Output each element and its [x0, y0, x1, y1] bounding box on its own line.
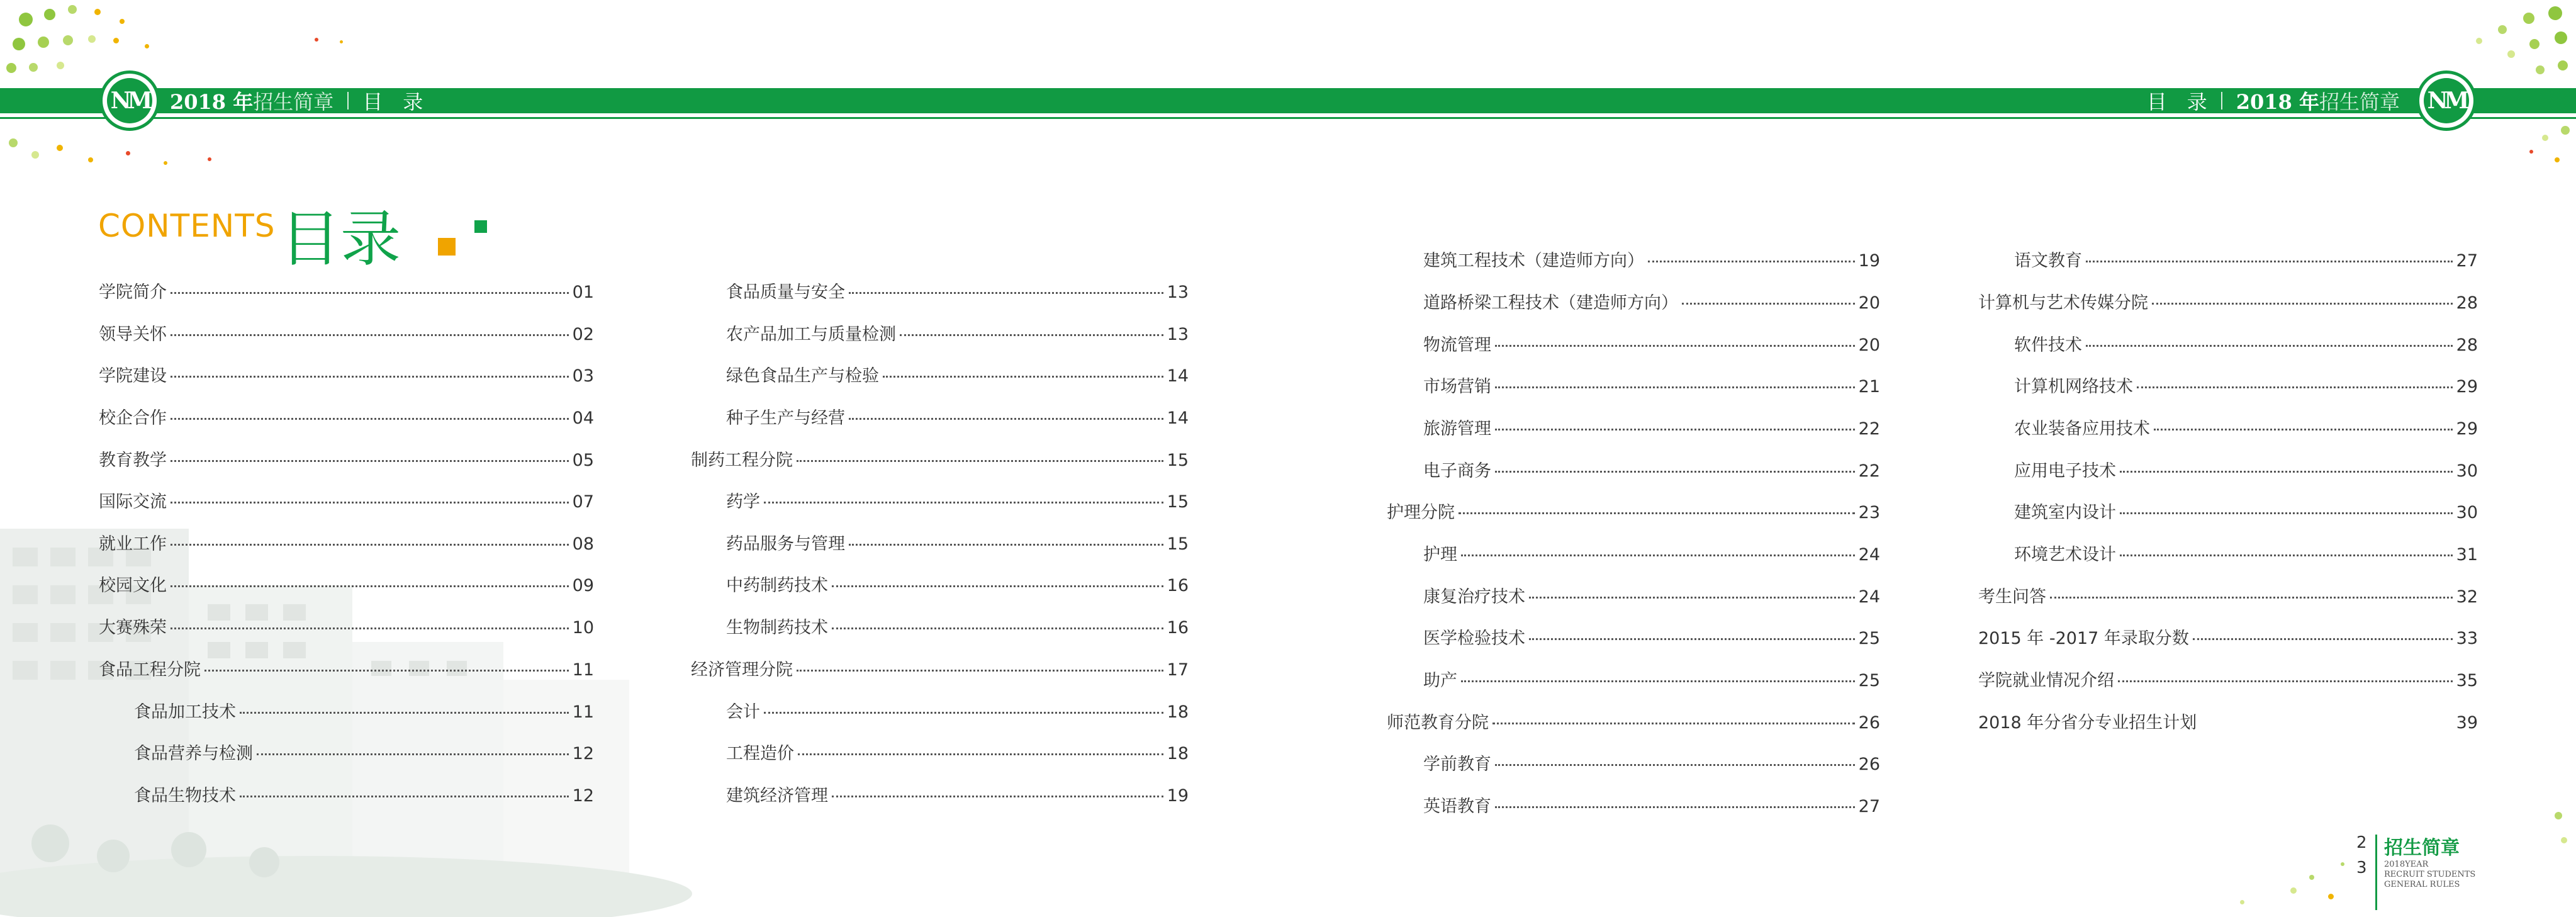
toc-entry[interactable]: [726, 278, 1189, 303]
footer-divider: [2375, 835, 2377, 910]
toc-entry-page: 26: [1858, 755, 1880, 774]
toc-entry-title: 会计: [726, 702, 760, 722]
toc-entry-title: 食品营养与检测: [134, 744, 253, 763]
leader-dots: [2118, 680, 2453, 682]
toc-entry-page: 10: [572, 618, 594, 638]
toc-entry-title: 经济管理分院: [691, 660, 793, 680]
leader-dots: [1495, 471, 1855, 473]
toc-entry-page: 18: [1167, 702, 1189, 722]
toc-entry-title: 农业装备应用技术: [2014, 419, 2150, 439]
leader-dots: [1495, 764, 1855, 766]
toc-entry-page: 30: [2456, 503, 2478, 522]
toc-entry[interactable]: [134, 698, 594, 723]
header-right: [2147, 88, 2400, 113]
toc-entry-title: 学前教育: [1423, 755, 1491, 774]
toc-entry-title: 康复治疗技术: [1423, 587, 1525, 607]
toc-entry[interactable]: [99, 656, 594, 681]
toc-entry-title: 软件技术: [2014, 335, 2082, 355]
page-number-left: 2: [2356, 833, 2367, 852]
leader-dots: [240, 712, 569, 714]
toc-entry-title: 绿色食品生产与检验: [726, 366, 879, 386]
toc-entry-page: 29: [2456, 377, 2478, 397]
leader-dots: [171, 460, 569, 462]
toc-entry-title: 2015 年 -2017 年录取分数: [1978, 629, 2189, 648]
toc-entry-page: 33: [2456, 629, 2478, 648]
toc-entry[interactable]: [726, 362, 1189, 387]
toc-entry-title: 计算机与艺术传媒分院: [1978, 293, 2148, 313]
toc-entry-page: 15: [1167, 492, 1189, 512]
toc-entry-page: 30: [2456, 461, 2478, 481]
toc-entry-page: 24: [1858, 587, 1880, 607]
toc-entry[interactable]: [1423, 541, 1880, 566]
toc-entry-title: 校园文化: [99, 576, 167, 595]
toc-entry[interactable]: [2014, 331, 2478, 356]
leader-dots: [1461, 680, 1855, 682]
toc-entry-title: 考生问答: [1978, 587, 2046, 607]
toc-entry-title: 食品工程分院: [99, 660, 201, 680]
toc-entry-page: 09: [572, 576, 594, 595]
leader-dots: [171, 627, 569, 629]
toc-entry-title: 药学: [726, 492, 760, 512]
toc-entry-title: 领导关怀: [99, 325, 167, 344]
footer-en-line: RECRUIT STUDENTS: [2384, 870, 2476, 879]
toc-entry[interactable]: [726, 320, 1189, 346]
header-left: [170, 88, 423, 113]
toc-entry[interactable]: [99, 571, 594, 597]
toc-entry[interactable]: [99, 614, 594, 639]
toc-entry-title: 市场营销: [1423, 377, 1491, 397]
toc-entry-page: 26: [1858, 713, 1880, 733]
leader-dots: [832, 585, 1163, 587]
toc-entry-page: 29: [2456, 419, 2478, 439]
toc-entry[interactable]: [726, 782, 1189, 807]
toc-entry[interactable]: [99, 404, 594, 429]
toc-entry-page: 13: [1167, 325, 1189, 344]
leader-dots: [849, 418, 1163, 420]
toc-entry[interactable]: [1423, 624, 1880, 650]
page-number-right: 3: [2356, 858, 2367, 877]
toc-entry-title: 语文教育: [2014, 251, 2082, 271]
leader-dots: [1495, 429, 1855, 430]
toc-entry-page: 04: [572, 408, 594, 428]
toc-entry-page: 27: [2456, 251, 2478, 271]
footer-title: 招生简章: [2384, 837, 2460, 859]
leader-dots: [1648, 261, 1855, 262]
toc-entry-title: 道路桥梁工程技术（建造师方向）: [1423, 293, 1678, 313]
toc-entry-title: 食品生物技术: [134, 786, 236, 806]
leader-dots: [2120, 554, 2453, 556]
toc-entry[interactable]: [1978, 667, 2478, 692]
toc-entry-page: 11: [572, 660, 594, 680]
toc-entry-page: 15: [1167, 451, 1189, 470]
header-divider: [2221, 92, 2222, 110]
contents-label: CONTENTS: [98, 208, 276, 244]
toc-entry-title: 国际交流: [99, 492, 167, 512]
toc-entry[interactable]: [726, 614, 1189, 639]
leader-dots: [1529, 597, 1855, 599]
toc-entry-page: 17: [1167, 660, 1189, 680]
toc-entry[interactable]: [691, 656, 1189, 681]
toc-entry-page: 25: [1858, 671, 1880, 690]
toc-entry[interactable]: [99, 278, 594, 303]
toc-entry-page: 15: [1167, 534, 1189, 554]
toc-entry-page: 23: [1858, 503, 1880, 522]
toc-entry[interactable]: [134, 782, 594, 807]
toc-entry[interactable]: [1423, 667, 1880, 692]
leader-dots: [2193, 638, 2453, 640]
toc-entry-page: 14: [1167, 408, 1189, 428]
logo-mark: NM: [2424, 78, 2469, 123]
toc-entry-page: 07: [572, 492, 594, 512]
toc-entry-page: 13: [1167, 283, 1189, 302]
header-section: 目 录: [2146, 90, 2207, 114]
leader-dots: [2050, 597, 2453, 599]
toc-entry-page: 11: [572, 702, 594, 722]
toc-entry-title: 学院就业情况介绍: [1978, 671, 2114, 690]
leader-dots: [832, 796, 1163, 797]
toc-entry[interactable]: [1387, 498, 1880, 524]
toc-entry-title: 生物制药技术: [726, 618, 828, 638]
toc-entry-page: 39: [2456, 713, 2478, 733]
leader-dots: [171, 585, 569, 587]
toc-entry-page: 24: [1858, 545, 1880, 565]
leader-dots: [832, 627, 1163, 629]
toc-entry-title: 大赛殊荣: [99, 618, 167, 638]
toc-entry-title: 中药制药技术: [726, 576, 828, 595]
toc-entry[interactable]: [1978, 624, 2478, 650]
toc-entry[interactable]: [1423, 373, 1880, 398]
leader-dots: [2137, 386, 2453, 388]
leader-dots: [764, 502, 1163, 504]
toc-entry[interactable]: [1978, 583, 2478, 608]
leader-dots: [2120, 512, 2453, 514]
leader-dots: [2154, 429, 2453, 430]
toc-entry-page: 16: [1167, 576, 1189, 595]
leader-dots: [900, 334, 1163, 336]
leader-dots: [204, 670, 569, 672]
toc-entry-page: 19: [1858, 251, 1880, 271]
toc-entry[interactable]: [1423, 415, 1880, 440]
toc-entry[interactable]: [99, 488, 594, 513]
footer-en-line: GENERAL RULES: [2384, 880, 2460, 889]
toc-entry-title: 助产: [1423, 671, 1457, 690]
header-title: 招生简章: [253, 90, 334, 114]
toc-entry-title: 护理: [1423, 545, 1457, 565]
header-section: 目 录: [362, 90, 423, 114]
toc-entry-page: 20: [1858, 293, 1880, 313]
toc-entry[interactable]: [726, 404, 1189, 429]
toc-entry[interactable]: [1423, 289, 1880, 314]
toc-entry-page: 22: [1858, 461, 1880, 481]
toc-entry[interactable]: [99, 446, 594, 471]
header-divider: [347, 92, 349, 110]
toc-entry-title: 农产品加工与质量检测: [726, 325, 896, 344]
toc-entry-page: 01: [572, 283, 594, 302]
toc-entry-page: 31: [2456, 545, 2478, 565]
leader-dots: [2120, 471, 2453, 473]
toc-entry-title: 食品加工技术: [134, 702, 236, 722]
toc-entry-title: 医学检验技术: [1423, 629, 1525, 648]
leader-dots: [240, 796, 569, 797]
orange-square-ornament: [438, 238, 456, 256]
toc-entry[interactable]: [134, 740, 594, 765]
leader-dots: [1529, 638, 1855, 640]
toc-entry-title: 计算机网络技术: [2014, 377, 2133, 397]
logo-mark: NM: [107, 78, 152, 123]
leader-dots: [171, 544, 569, 546]
toc-entry-page: 18: [1167, 744, 1189, 763]
header-title: 招生简章: [2319, 90, 2400, 114]
leader-dots: [798, 753, 1163, 755]
header-year: 2018 年: [170, 90, 254, 114]
toc-entry[interactable]: [2014, 457, 2478, 482]
toc-entry[interactable]: [1423, 583, 1880, 608]
toc-entry[interactable]: [1423, 247, 1880, 272]
toc-entry-page: 35: [2456, 671, 2478, 690]
toc-entry-title: 应用电子技术: [2014, 461, 2116, 481]
college-logo-right: [2416, 70, 2477, 131]
leader-dots: [1492, 723, 1855, 724]
leader-dots: [849, 544, 1163, 546]
leader-dots: [171, 376, 569, 378]
toc-entry-page: 19: [1167, 786, 1189, 806]
toc-entry-page: 25: [1858, 629, 1880, 648]
leader-dots: [2086, 345, 2453, 347]
leader-dots: [1461, 554, 1855, 556]
toc-entry-page: 02: [572, 325, 594, 344]
toc-entry-title: 食品质量与安全: [726, 283, 845, 302]
mulu-title: 目录: [280, 204, 401, 274]
toc-entry-title: 药品服务与管理: [726, 534, 845, 554]
toc-entry-title: 种子生产与经营: [726, 408, 845, 428]
toc-entry-title: 学院建设: [99, 366, 167, 386]
toc-entry-page: 32: [2456, 587, 2478, 607]
toc-entry[interactable]: [726, 698, 1189, 723]
toc-entry-title: 工程造价: [726, 744, 794, 763]
leader-dots: [883, 376, 1163, 378]
toc-entry[interactable]: [2014, 541, 2478, 566]
toc-entry[interactable]: [1423, 457, 1880, 482]
college-logo-left: [99, 70, 160, 131]
toc-entry-title: 2018 年分省分专业招生计划: [1978, 713, 2197, 733]
toc-entry[interactable]: [2014, 498, 2478, 524]
toc-entry-title: 教育教学: [99, 451, 167, 470]
toc-entry[interactable]: [726, 530, 1189, 555]
toc-entry[interactable]: [1978, 709, 2478, 734]
toc-entry-title: 师范教育分院: [1387, 713, 1489, 733]
toc-entry-page: 28: [2456, 335, 2478, 355]
toc-entry-page: 14: [1167, 366, 1189, 386]
toc-entry-title: 英语教育: [1423, 797, 1491, 816]
leader-dots: [171, 334, 569, 336]
toc-entry[interactable]: [1423, 331, 1880, 356]
leader-dots: [849, 292, 1163, 294]
leader-dots: [171, 418, 569, 420]
leader-dots: [797, 460, 1163, 462]
toc-entry-page: 27: [1858, 797, 1880, 816]
toc-entry-title: 就业工作: [99, 534, 167, 554]
toc-entry-page: 20: [1858, 335, 1880, 355]
toc-entry[interactable]: [726, 488, 1189, 513]
toc-entry[interactable]: [726, 571, 1189, 597]
leader-dots: [764, 712, 1163, 714]
footer-badge: [2356, 831, 2545, 913]
toc-entry-title: 护理分院: [1387, 503, 1455, 522]
toc-entry[interactable]: [1423, 792, 1880, 818]
toc-entry-title: 环境艺术设计: [2014, 545, 2116, 565]
toc-entry[interactable]: [99, 362, 594, 387]
toc-entry-page: 05: [572, 451, 594, 470]
leader-dots: [257, 753, 569, 755]
footer-en-line: 2018YEAR: [2384, 860, 2429, 869]
toc-entry[interactable]: [691, 446, 1189, 471]
toc-entry-title: 校企合作: [99, 408, 167, 428]
toc-entry[interactable]: [1423, 750, 1880, 775]
toc-entry-page: 08: [572, 534, 594, 554]
toc-entry-title: 旅游管理: [1423, 419, 1491, 439]
leader-dots: [1495, 386, 1855, 388]
toc-entry-title: 制药工程分院: [691, 451, 793, 470]
leader-dots: [171, 292, 569, 294]
leader-dots: [1495, 345, 1855, 347]
leader-dots: [2200, 723, 2452, 724]
toc-entry-page: 03: [572, 366, 594, 386]
toc-entry-title: 建筑室内设计: [2014, 503, 2116, 522]
toc-entry[interactable]: [2014, 247, 2478, 272]
leader-dots: [797, 670, 1163, 672]
toc-entry-page: 28: [2456, 293, 2478, 313]
toc-entry[interactable]: [1387, 709, 1880, 734]
toc-entry[interactable]: [2014, 373, 2478, 398]
toc-entry-title: 建筑工程技术（建造师方向）: [1423, 251, 1644, 271]
toc-entry-page: 12: [572, 744, 594, 763]
toc-entry-title: 建筑经济管理: [726, 786, 828, 806]
toc-entry-page: 22: [1858, 419, 1880, 439]
header-underline: [0, 117, 2576, 119]
toc-entry[interactable]: [726, 740, 1189, 765]
toc-entry[interactable]: [99, 320, 594, 346]
toc-entry[interactable]: [99, 530, 594, 555]
leader-dots: [1682, 303, 1855, 305]
leader-dots: [1459, 512, 1855, 514]
green-square-ornament: [474, 220, 487, 233]
toc-entry-page: 16: [1167, 618, 1189, 638]
toc-entry[interactable]: [2014, 415, 2478, 440]
toc-entry[interactable]: [1978, 289, 2478, 314]
leader-dots: [171, 502, 569, 504]
leader-dots: [2152, 303, 2453, 305]
leader-dots: [2086, 261, 2453, 262]
header-year: 2018 年: [2236, 90, 2319, 114]
leader-dots: [1495, 806, 1855, 808]
toc-entry-page: 12: [572, 786, 594, 806]
toc-entry-title: 学院简介: [99, 283, 167, 302]
toc-entry-title: 物流管理: [1423, 335, 1491, 355]
toc-entry-page: 21: [1858, 377, 1880, 397]
toc-entry-title: 电子商务: [1423, 461, 1491, 481]
